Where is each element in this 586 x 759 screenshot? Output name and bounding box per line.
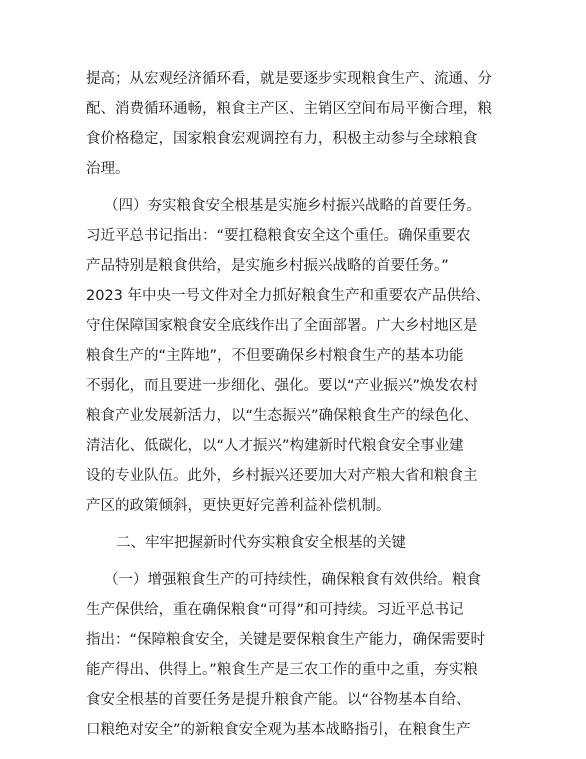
text-line: 不弱化，而且要进一步细化、强化。要以“产业振兴”焕发农村 [86, 378, 479, 394]
text-line: 口粮绝对安全”的新粮食安全观为基本战略指引，在粮食生产 [86, 722, 471, 738]
text-line: 习近平总书记指出：“要扛稳粮食安全这个重任。确保重要农 [86, 228, 471, 244]
text-line: 能产得出、供得上。”粮食生产是三农工作的重中之重，夯实粮 [86, 662, 478, 678]
text-line: 2023 年中央一号文件对全力抓好粮食生产和重要农产品供给、 [86, 288, 491, 304]
text-line: 治理。 [86, 161, 130, 177]
text-line: 设的专业队伍。此外，乡村振兴还要加大对产粮大省和粮食主 [86, 468, 478, 484]
paragraph-gap [86, 184, 506, 191]
paragraph-gap [86, 521, 506, 528]
text-line: 产品特别是粮食供给，是实施乡村振兴战略的首要任务。” [86, 258, 449, 274]
text-line: 提高；从宏观经济循环看，就是要逐步实现粮食生产、流通、分 [86, 71, 492, 87]
text-line: 生产保供给，重在确保粮食“可得”和可持续。习近平总书记 [86, 602, 464, 618]
text-line: 配、消费循环通畅，粮食主产区、主销区空间布局平衡合理，粮 [86, 101, 492, 117]
document-body [86, 64, 506, 745]
section-heading: 二、牢牢把握新时代夯实粮食安全根基的关键 [116, 535, 406, 551]
text-line: （一）增强粮食生产的可持续性，确保粮食有效供给。粮食 [104, 572, 481, 588]
text-line: 食安全根基的首要任务是提升粮食产能。以“谷物基本自给、 [86, 692, 471, 708]
paragraph-gap [86, 558, 506, 565]
text-line: 守住保障国家粮食安全底线作出了全面部署。广大乡村地区是 [86, 318, 478, 334]
text-line: 食价格稳定，国家粮食宏观调控有力，积极主动参与全球粮食 [86, 131, 478, 147]
text-line: 清洁化、低碳化，以“人才振兴”构建新时代粮食安全事业建 [86, 438, 464, 454]
text-line: 指出：“保障粮食安全，关键是要保粮食生产能力，确保需要时 [86, 632, 486, 648]
text-line: （四）夯实粮食安全根基是实施乡村振兴战略的首要任务。 [104, 198, 481, 214]
text-line: 粮食产业发展新活力，以“生态振兴”确保粮食生产的绿色化、 [86, 408, 479, 424]
text-line: 产区的政策倾斜，更快更好完善利益补偿机制。 [86, 498, 391, 514]
text-line: 粮食生产的“主阵地”，不但要确保乡村粮食生产的基本功能 [86, 348, 464, 364]
